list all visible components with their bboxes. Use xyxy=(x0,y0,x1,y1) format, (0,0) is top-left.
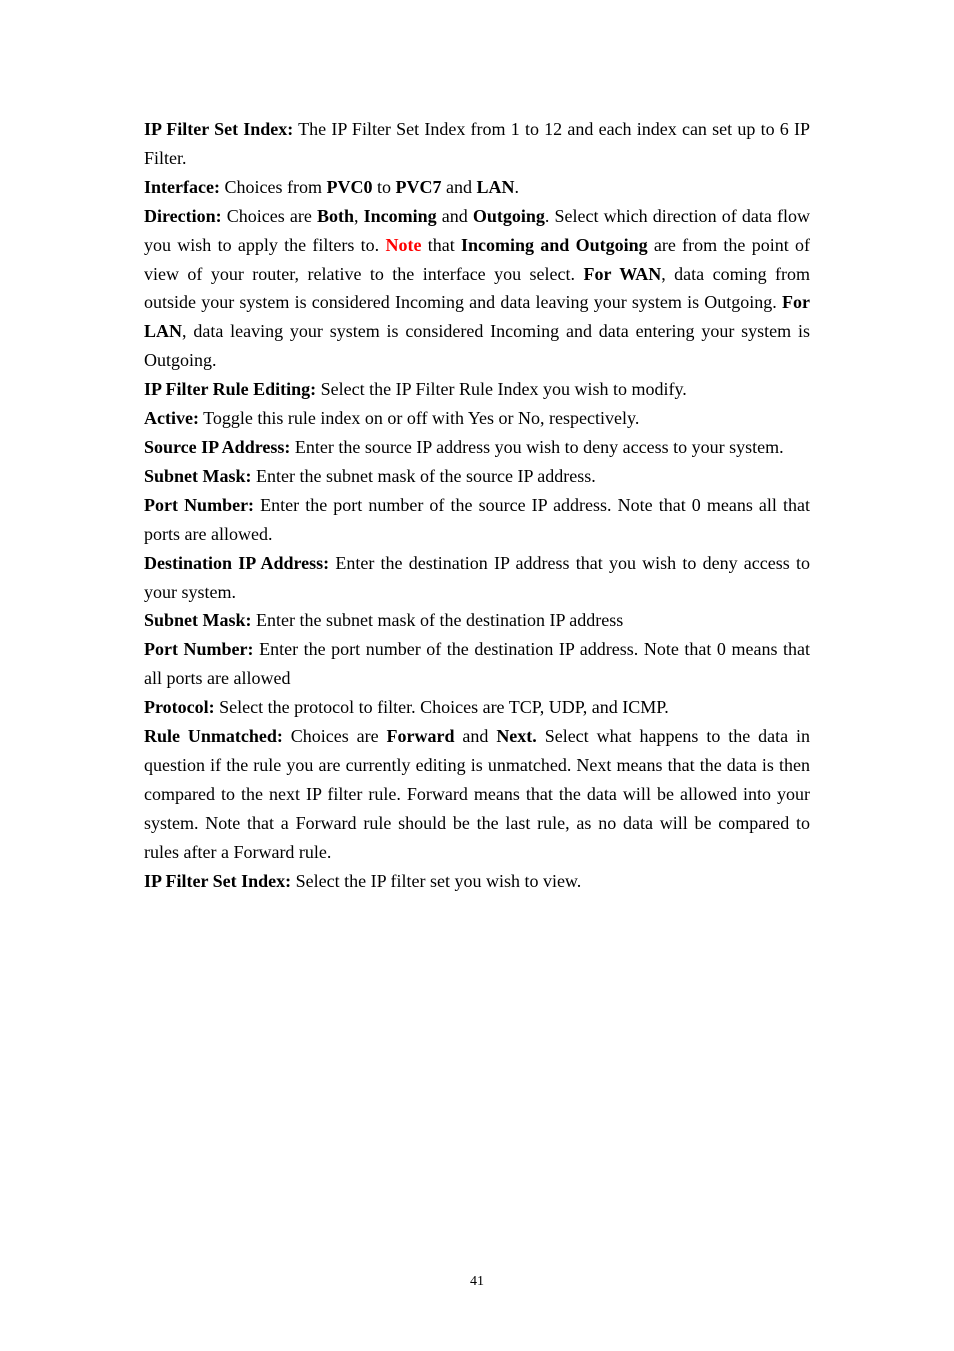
paragraph-interface xyxy=(144,173,810,202)
page-number: 41 xyxy=(470,1274,484,1289)
paragraph-source-ip-address xyxy=(144,433,810,462)
term-label: Subnet Mask: xyxy=(144,465,252,486)
description-text: and xyxy=(436,205,473,226)
paragraph-source-port-number xyxy=(144,491,810,549)
term-label: Port Number: xyxy=(144,639,254,660)
paragraph-destination-port-number xyxy=(144,635,810,693)
bold-term: Forward xyxy=(386,726,455,747)
paragraph-ip-filter-set-index xyxy=(144,115,810,173)
description-text: Choices are xyxy=(282,726,387,747)
description-text: . Select which direction of data flow you wish to apply the filters to. xyxy=(144,205,810,255)
description: Toggle this rule index on or off with Yes or No, respectively. xyxy=(198,408,640,429)
description-text: Choices are xyxy=(221,205,317,226)
paragraph-ip-filter-rule-editing xyxy=(144,375,810,404)
description-text: to xyxy=(372,176,396,197)
bold-term: LAN xyxy=(476,176,515,197)
term-label: Active: xyxy=(144,408,199,429)
description-text: , data coming from outside your system is considered Incoming and data leaving your system is Outgoing. xyxy=(144,263,810,313)
bold-term: PVC0 xyxy=(326,176,373,197)
description: Enter the port number of the destination IP address. Note that 0 means that all ports are allowed xyxy=(144,639,811,689)
bold-term: Both xyxy=(316,205,354,226)
description: Select the IP Filter Rule Index you wish to modify. xyxy=(316,379,687,400)
paragraph-protocol xyxy=(144,693,810,722)
bold-term: For LAN xyxy=(144,292,810,342)
description: Enter the subnet mask of the source IP address. xyxy=(251,465,596,486)
term-label: Source IP Address: xyxy=(144,436,291,457)
paragraph-direction xyxy=(144,202,810,375)
term-label: IP Filter Set Index: xyxy=(144,870,292,891)
bold-term: For WAN xyxy=(583,263,662,284)
description-text: that xyxy=(421,234,461,255)
paragraph-source-subnet-mask xyxy=(144,462,810,491)
term-label: Direction: xyxy=(144,205,222,226)
term-label: Rule Unmatched: xyxy=(144,726,283,747)
term-label: Destination IP Address: xyxy=(144,552,330,573)
term-label: IP Filter Rule Editing: xyxy=(144,379,317,400)
paragraph-active xyxy=(144,404,810,433)
description-text: , xyxy=(353,205,364,226)
description: Enter the destination IP address that you wish to deny access to your system. xyxy=(144,552,810,602)
paragraph-destination-subnet-mask xyxy=(144,606,810,635)
description: Select the IP filter set you wish to view. xyxy=(291,870,582,891)
term-label: Port Number: xyxy=(144,494,255,515)
note-highlight: Note xyxy=(385,234,422,255)
description: Enter the source IP address you wish to deny access to your system. xyxy=(290,436,784,457)
term-label: Protocol: xyxy=(144,697,215,718)
bold-term: Incoming and Outgoing xyxy=(461,234,648,255)
bold-term: Outgoing xyxy=(472,205,545,226)
description: The IP Filter Set Index from 1 to 12 and each index can set up to 6 IP Filter. xyxy=(144,119,810,168)
document-body xyxy=(144,115,810,895)
description-text: , data leaving your system is considered Incoming and data entering your system is Outgoing. xyxy=(144,321,810,371)
term-label: Interface: xyxy=(144,176,220,197)
paragraph-rule-unmatched xyxy=(144,722,810,867)
paragraph-ip-filter-set-index-view xyxy=(144,867,810,896)
description-text: Select what happens to the data in question if the rule you are currently editing is unmatched. Next means that the data is then compared to the next IP filter rule. Forward means that the data will be allowed into your system. Note that a Forward rule should be the last rule, as no data will be compared to rules after a Forward rule. xyxy=(144,726,810,862)
description: Select the protocol to filter. Choices are TCP, UDP, and ICMP. xyxy=(214,697,669,718)
description: Enter the subnet mask of the destination IP address xyxy=(251,610,624,631)
description-text: Choices from xyxy=(219,176,327,197)
description: Enter the port number of the source IP address. Note that 0 means all that ports are allowed. xyxy=(144,494,810,544)
description-text: and xyxy=(441,176,477,197)
description-text: . xyxy=(514,176,519,197)
bold-term: Next. xyxy=(496,726,537,747)
term-label: Subnet Mask: xyxy=(144,610,252,631)
description-text: and xyxy=(454,726,497,747)
term-label: IP Filter Set Index: xyxy=(144,119,294,139)
bold-term: PVC7 xyxy=(395,176,442,197)
description-text: are from the point of view of your router, relative to the interface you select. xyxy=(144,234,810,284)
bold-term: Incoming xyxy=(363,205,437,226)
paragraph-destination-ip-address xyxy=(144,549,810,607)
